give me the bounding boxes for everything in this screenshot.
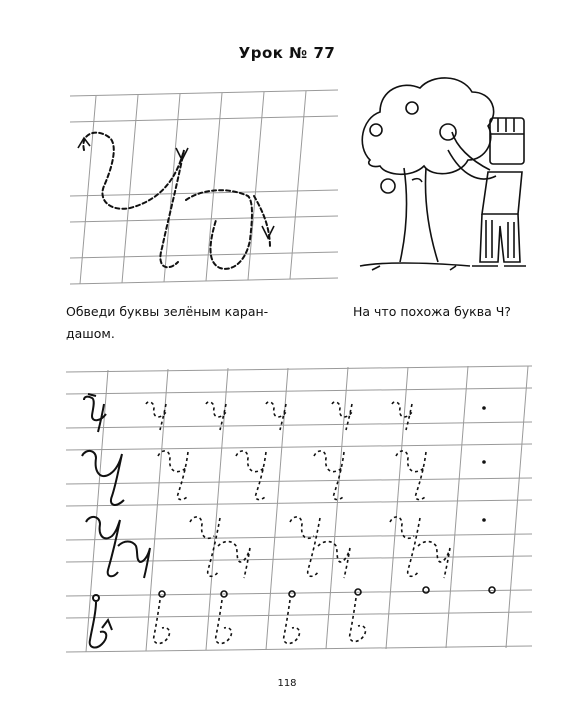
big-capital-ch-trace xyxy=(83,133,184,268)
boy-head xyxy=(490,118,524,164)
practice-row-3 xyxy=(86,517,486,578)
dotted-letter xyxy=(284,600,300,643)
start-dot xyxy=(482,406,486,410)
dotted-letter xyxy=(332,402,352,430)
big-lowercase-ch-trace xyxy=(186,190,252,269)
big-lowercase-ch-tail xyxy=(254,196,270,248)
big-letter-trace xyxy=(83,133,270,269)
row1-model-letter xyxy=(84,394,106,432)
row4-model-letter xyxy=(90,595,112,647)
dotted-letter xyxy=(216,600,232,643)
dotted-letter xyxy=(390,517,450,578)
start-circle xyxy=(289,591,295,597)
arrow-icon xyxy=(102,620,112,630)
practice-grid xyxy=(66,366,532,652)
boy-hair xyxy=(490,118,524,134)
trace-instruction-line1: Обведи буквы зелёным каран- xyxy=(66,304,269,319)
apple-icon xyxy=(381,179,395,193)
row2-model-letter xyxy=(82,451,124,505)
top-grid xyxy=(70,90,338,284)
ground-line xyxy=(360,263,470,270)
start-dot xyxy=(482,518,486,522)
row1-dotted-letters xyxy=(146,402,412,430)
boy-pants xyxy=(480,214,520,262)
dotted-letter xyxy=(158,451,188,500)
apple-icon xyxy=(370,124,382,136)
boy-with-apple-tree-illustration xyxy=(360,78,526,270)
start-circle xyxy=(159,591,165,597)
start-circle xyxy=(423,587,429,593)
page-title: Урок № 77 xyxy=(238,44,336,62)
row3-dotted-letters xyxy=(190,517,450,578)
apple-icon xyxy=(406,102,418,114)
page-number: 118 xyxy=(277,678,297,689)
dotted-letter xyxy=(190,517,250,578)
row2-dotted-letters xyxy=(158,451,426,500)
row4-dotted-letters xyxy=(154,587,495,643)
practice-row-2 xyxy=(82,451,486,505)
dotted-letter xyxy=(146,402,166,430)
dotted-letter xyxy=(350,598,366,641)
trace-instruction-line2: дашом. xyxy=(66,326,115,341)
dotted-letter xyxy=(290,517,350,578)
start-dot xyxy=(482,460,486,464)
practice-row-1 xyxy=(84,394,486,432)
dotted-letter xyxy=(392,402,412,430)
dotted-letter xyxy=(236,451,266,500)
dotted-letter xyxy=(154,600,170,643)
tree-trunk xyxy=(400,168,438,262)
letter-question: На что похожа буква Ч? xyxy=(353,304,511,319)
